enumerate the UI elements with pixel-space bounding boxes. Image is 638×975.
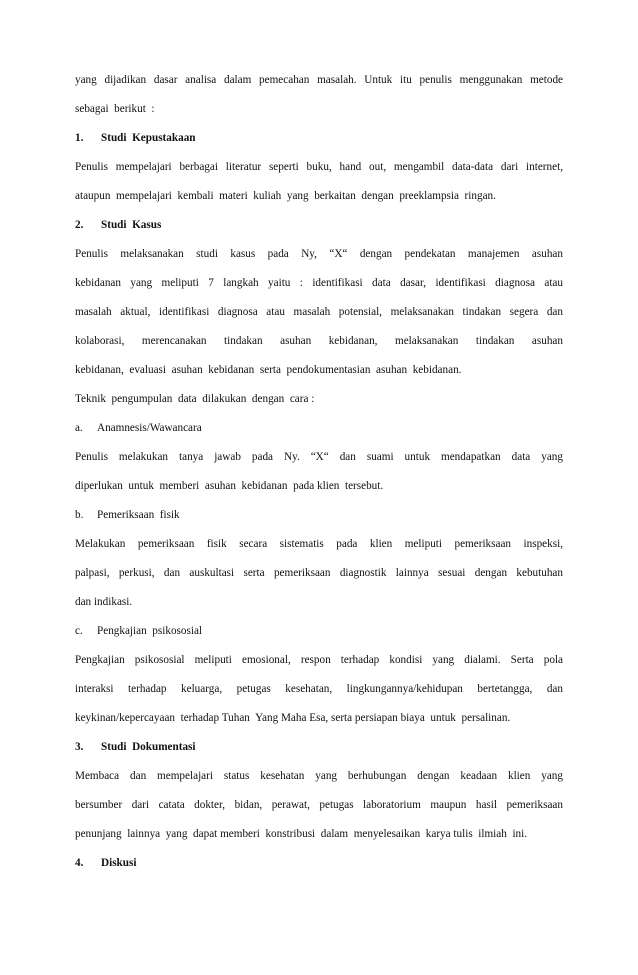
paragraph-line: diperlukan untuk memberi asuhan kebidanan pada klien tersebut. [75, 480, 384, 492]
paragraph-line: masalah aktual, identifikasi diagnosa atau masalah potensial, melaksanakan tindakan segera dan [75, 306, 563, 318]
paragraph-line: Pengkajian psikososial meliputi emosional, respon terhadap kondisi yang dialami. Serta pola [75, 654, 563, 666]
paragraph-line: palpasi, perkusi, dan auskultasi serta pemeriksaan diagnostik lainnya sesuai dengan kebutuhan [75, 567, 563, 579]
section-heading [75, 211, 563, 240]
paragraph-line: kebidanan, evaluasi asuhan kebidanan serta pendokumentasian asuhan kebidanan. [75, 364, 462, 376]
paragraph-line: penunjang lainnya yang dapat memberi konstribusi dalam menyelesaikan karya tulis ilmiah ini. [75, 828, 528, 840]
subsection-heading [75, 501, 563, 530]
subsection-heading [75, 617, 563, 646]
paragraph-line: dan indikasi. [75, 596, 133, 608]
paragraph-line: keykinan/kepercayaan terhadap Tuhan Yang Maha Esa, serta persiapan biaya untuk persalinan. [75, 712, 511, 724]
heading-text: Studi Kepustakaan [101, 132, 196, 144]
paragraph-line: bersumber dari catata dokter, bidan, perawat, petugas laboratorium maupun hasil pemeriksaan [75, 799, 563, 811]
document-body [75, 66, 563, 878]
paragraph-line: Membaca dan mempelajari status kesehatan yang berhubungan dengan keadaan klien yang [75, 770, 563, 782]
list-number: 4. [75, 857, 84, 869]
heading-text: Studi Dokumentasi [101, 741, 196, 753]
paragraph-line: Penulis mempelajari berbagai literatur seperti buku, hand out, mengambil data-data dari internet, [75, 161, 563, 173]
paragraph-line: Penulis melaksanakan studi kasus pada Ny, “X“ dengan pendekatan manajemen asuhan [75, 248, 563, 260]
heading-text: Anamnesis/Wawancara [97, 422, 202, 434]
paragraph-line: Penulis melakukan tanya jawab pada Ny. “X“ dan suami untuk mendapatkan data yang [75, 451, 563, 463]
list-number: a. [75, 422, 83, 434]
section-heading [75, 733, 563, 762]
heading-text: Diskusi [101, 857, 137, 869]
heading-text: Pengkajian psikososial [97, 625, 203, 637]
paragraph-line: kolaborasi, merencanakan tindakan asuhan kebidanan, melaksanakan tindakan asuhan [75, 335, 563, 347]
paragraph-line: Melakukan pemeriksaan fisik secara sistematis pada klien meliputi pemeriksaan inspeksi, [75, 538, 563, 550]
list-number: 2. [75, 219, 84, 231]
paragraph-line: Teknik pengumpulan data dilakukan dengan cara : [75, 393, 315, 405]
paragraph-line: yang dijadikan dasar analisa dalam pemecahan masalah. Untuk itu penulis menggunakan metode [75, 74, 563, 86]
list-number: 1. [75, 132, 84, 144]
list-number: c. [75, 625, 83, 637]
paragraph-line: ataupun mempelajari kembali materi kuliah yang berkaitan dengan preeklampsia ringan. [75, 190, 496, 202]
paragraph-line: interaksi terhadap keluarga, petugas kesehatan, lingkungannya/kehidupan bertetangga, dan [75, 683, 563, 695]
subsection-heading [75, 414, 563, 443]
heading-text: Pemeriksaan fisik [97, 509, 180, 521]
section-heading [75, 124, 563, 153]
paragraph-line: sebagai berikut : [75, 103, 155, 115]
heading-text: Studi Kasus [101, 219, 162, 231]
list-number: 3. [75, 741, 84, 753]
section-heading [75, 849, 563, 878]
paragraph-line: kebidanan yang meliputi 7 langkah yaitu : identifikasi data dasar, identifikasi diagnosa atau [75, 277, 563, 289]
list-number: b. [75, 509, 84, 521]
